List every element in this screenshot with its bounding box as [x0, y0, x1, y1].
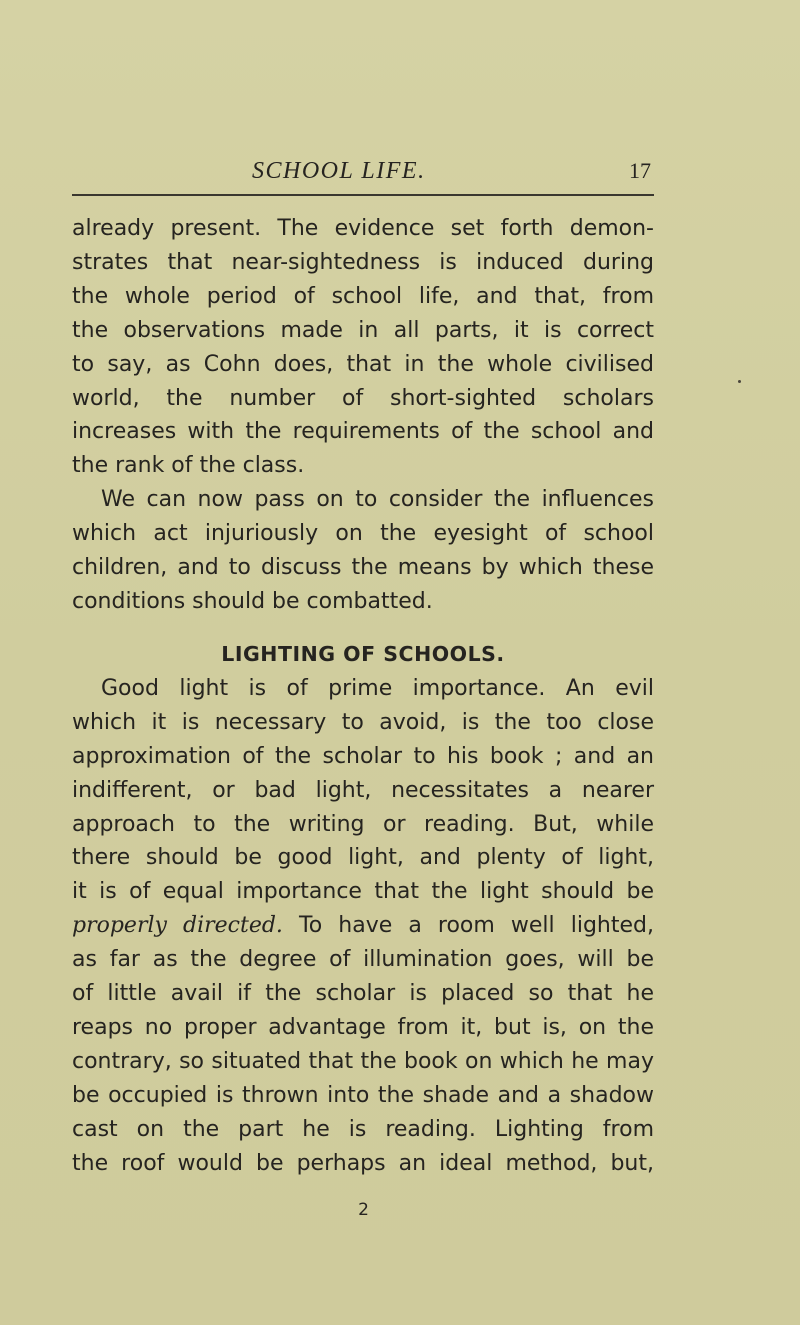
text-line: contrary, so situated that the book on which he may [72, 1048, 654, 1074]
running-title: SCHOOL LIFE. [252, 158, 426, 184]
text-line: approximation of the scholar to his book ; and an [72, 743, 654, 769]
emphasis-phrase: properly directed. [72, 913, 283, 939]
text-line: the rank of the class. [72, 453, 305, 479]
text-line: be occupied is thrown into the shade and a shadow [72, 1082, 654, 1108]
text-fragment: To have a room well lighted, [282, 913, 654, 939]
text-line: world, the number of short-sighted scholars [72, 385, 654, 411]
text-line: the roof would be perhaps an ideal method, but, [72, 1150, 654, 1176]
running-head [0, 158, 800, 190]
text-line: to say, as Cohn does, that in the whole civilised [72, 351, 654, 377]
text-line: which act injuriously on the eyesight of school [72, 521, 654, 547]
text-line: indifferent, or bad light, necessitates a nearer [72, 777, 654, 803]
text-line: already present. The evidence set forth demon- [72, 216, 654, 241]
text-line: the observations made in all parts, it is correct [72, 317, 654, 343]
text-line: the whole period of school life, and that, from [72, 283, 654, 309]
paragraph-3 [72, 672, 654, 1181]
text-line: Good light is of prime importance. An evil [101, 675, 654, 701]
text-line: We can now pass on to consider the influences [101, 487, 654, 513]
text-line: approach to the writing or reading. But, while [72, 811, 654, 837]
text-line: it is of equal importance that the light should be [72, 879, 654, 905]
text-line: conditions should be combatted. [72, 588, 433, 614]
text-line: as far as the degree of illumination goes, will be [72, 947, 654, 973]
paragraph-2 [72, 483, 654, 619]
text-line: of little avail if the scholar is placed so that he [72, 981, 654, 1007]
paragraph-1 [72, 212, 654, 483]
text-line: there should be good light, and plenty of light, [72, 845, 654, 871]
text-line: children, and to discuss the means by which these [72, 555, 654, 581]
text-line: reaps no proper advantage from it, but is, on the [72, 1014, 654, 1040]
text-line-with-emphasis [72, 909, 654, 943]
paper-speck [738, 380, 741, 383]
text-line: which it is necessary to avoid, is the too close [72, 709, 654, 735]
text-line: strates that near-sightedness is induced during [72, 249, 654, 275]
section-heading: LIGHTING OF SCHOOLS. [221, 641, 505, 666]
body-text [72, 212, 654, 1180]
signature-mark: 2 [358, 1200, 369, 1220]
text-line: increases with the requirements of the school and [72, 419, 654, 445]
header-rule [72, 194, 654, 196]
page-number: 17 [629, 158, 651, 183]
text-line: cast on the part he is reading. Lighting from [72, 1116, 654, 1142]
